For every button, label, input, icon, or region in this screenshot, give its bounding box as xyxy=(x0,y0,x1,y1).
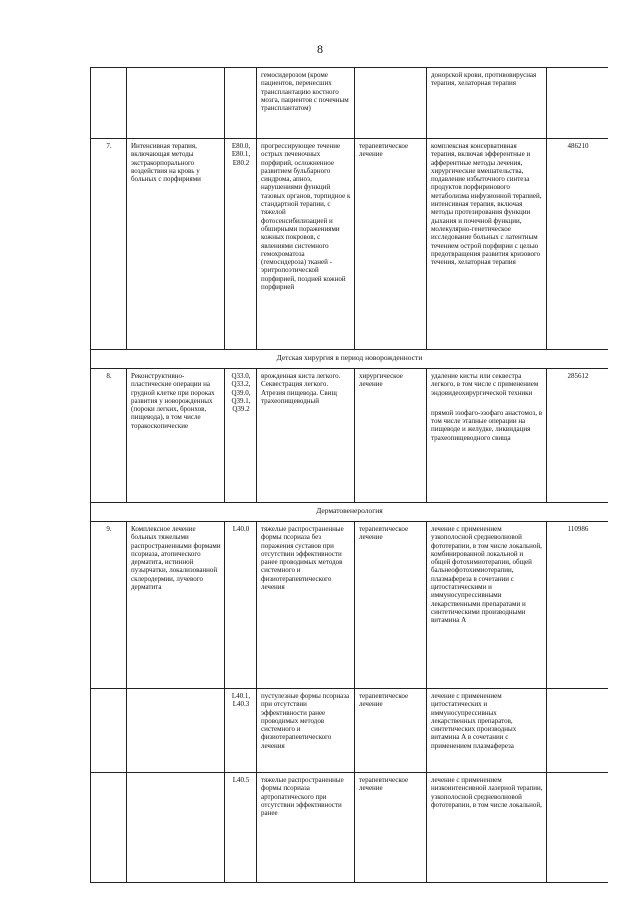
care-type-cell xyxy=(127,689,225,773)
section-title: Детская хирургия в период новорожденности xyxy=(91,350,609,369)
care-type-cell: Интенсивная терапия, включающая методы экстракорпорального воздействия на кровь у больных с порфириями xyxy=(127,139,225,350)
icd-codes-cell: L40.1, L40.3 xyxy=(225,689,257,773)
patient-model-cell: тяжелые распространенные формы псориаза без поражения суставов при отсутствии эффективности ранее проводимых методов системного и физиотерапевтического лечения xyxy=(257,522,355,689)
patient-model-cell: тяжелые распространенные формы псориаза артропатического при отсутствии эффективности ранее xyxy=(257,773,355,883)
treatment-kind-cell: хирургическое лечение xyxy=(355,369,427,503)
icd-codes-cell: L40.0 xyxy=(225,522,257,689)
row-number-cell: 7. xyxy=(91,139,127,350)
care-type-cell: Комплексное лечение больных тяжелыми распространенными формами псориаза, атопического дерматита, истинной пузырчатки, локализованной склеродермии, лучевого дерматита xyxy=(127,522,225,689)
document-sheet xyxy=(90,67,608,905)
table-row xyxy=(91,139,609,350)
treatment-kind-cell xyxy=(355,68,427,139)
treatment-method-text: лечение с применением низкоинтенсивной лазерной терапии, узкополосной средневолновой фототерапии, в том числе локальной, xyxy=(431,776,543,809)
standard-cost-cell: 285612 xyxy=(547,369,609,503)
table-row xyxy=(91,68,609,139)
standard-cost-cell: 110986 xyxy=(547,522,609,689)
treatment-method-text: донорской крови, противовирусная терапия, хелаторная терапия xyxy=(431,71,537,88)
table-row xyxy=(91,522,609,689)
standard-cost-cell xyxy=(547,689,609,773)
treatment-method-cell xyxy=(427,689,547,773)
standard-cost-cell: 486210 xyxy=(547,139,609,350)
patient-model-cell: врожденная киста легкого. Секвестрация легкого. Атрезия пищевода. Свищ трахеопищеводный xyxy=(257,369,355,503)
care-type-cell: Реконструктивно-пластические операции на грудной клетке при пороках развития у новорожденных (пороки легких, бронхов, пищевода), в том числе торакоскопические xyxy=(127,369,225,503)
treatment-kind-cell: терапевтическое лечение xyxy=(355,773,427,883)
treatment-method-cell xyxy=(427,369,547,503)
row-number-cell xyxy=(91,68,127,139)
standard-cost-cell xyxy=(547,773,609,883)
table-row xyxy=(91,369,609,503)
row-number-cell xyxy=(91,689,127,773)
section-heading-row xyxy=(91,503,609,522)
patient-model-cell: пустулезные формы псориаза при отсутствии эффективности ранее проводимых методов системного и физиотерапевтического лечения xyxy=(257,689,355,773)
treatment-kind-cell: терапевтическое лечение xyxy=(355,522,427,689)
row-number-cell: 9. xyxy=(91,522,127,689)
row-number-cell xyxy=(91,773,127,883)
patient-model-cell: прогрессирующее течение острых печеночных порфирий, осложненное развитием бульбарного синдрома, апноэ, нарушениями функций тазовых органов, торпидное к стандартной терапии, с тяжелой фотосенсибилизацией и обширными поражениями кожных покровов, с явлениями системного гемохроматоза (гемосидероза) тканей - эритропоэтической порфирией, поздней кожной порфирией xyxy=(257,139,355,350)
icd-codes-cell: L40.5 xyxy=(225,773,257,883)
treatment-method-text: прямой эзофаго-эзофаго анастомоз, в том числе этапные операции на пищеводе и желудке, ликвидация трахеопищеводного свища xyxy=(431,408,543,442)
treatment-kind-cell: терапевтическое лечение xyxy=(355,689,427,773)
patient-model-cell: гемосидерозом (кроме пациентов, перенесших трансплантацию костного мозга, пациентов с почечным трансплантатом) xyxy=(257,68,355,139)
icd-codes-cell xyxy=(225,68,257,139)
table-row xyxy=(91,773,609,883)
standard-cost-cell xyxy=(547,68,609,139)
section-title: Дерматовенерология xyxy=(91,503,609,522)
table-row xyxy=(91,689,609,773)
section-heading-row xyxy=(91,350,609,369)
icd-codes-cell: E80.0, E80.1, E80.2 xyxy=(225,139,257,350)
treatment-method-cell xyxy=(427,139,547,350)
care-type-cell xyxy=(127,68,225,139)
treatment-method-cell xyxy=(427,522,547,689)
treatment-kind-cell: терапевтическое лечение xyxy=(355,139,427,350)
treatment-method-text: удаление кисты или секвестра легкого, в том числе с применением эндовидеохирургической техники xyxy=(431,372,539,397)
treatment-method-text: лечение с применением узкополосной средневолновой фототерапии, в том числе локальной, комбинированной локальной и общей фотохимиотерапии, общей бальнеофотохимиотерапии, плазмафереза в сочетании с цитостатическими и иммуносупрессивными лекарственными препаратами и синтетическими производными витамина А xyxy=(431,525,542,625)
icd-codes-cell: Q33.0, Q33.2, Q39.0, Q39.1, Q39.2 xyxy=(225,369,257,503)
treatment-method-cell xyxy=(427,68,547,139)
page-number: 8 xyxy=(317,42,323,56)
care-type-cell xyxy=(127,773,225,883)
treatment-method-text: лечение с применением цитостатических и иммуносупрессивных лекарственных препаратов, синтетических производных витамина А в сочетании с применением плазмафереза xyxy=(431,692,517,750)
treatment-method-cell xyxy=(427,773,547,883)
treatment-method-text: комплексная консервативная терапия, включая эфферентные и афферентные методы лечения, хирургические вмешательства, подавление избыточного синтеза продуктов порфиринового метаболизма инфузионной терапией, интенсивная терапия, включая методы протезирования функции дыхания и почечной функции, молекулярно-генетическое исследование больных с латентным течением острой порфирии с целью предотвращения развития кризового течения, хелаторная терапия xyxy=(431,142,542,267)
medical-care-table xyxy=(90,67,608,883)
row-number-cell: 8. xyxy=(91,369,127,503)
